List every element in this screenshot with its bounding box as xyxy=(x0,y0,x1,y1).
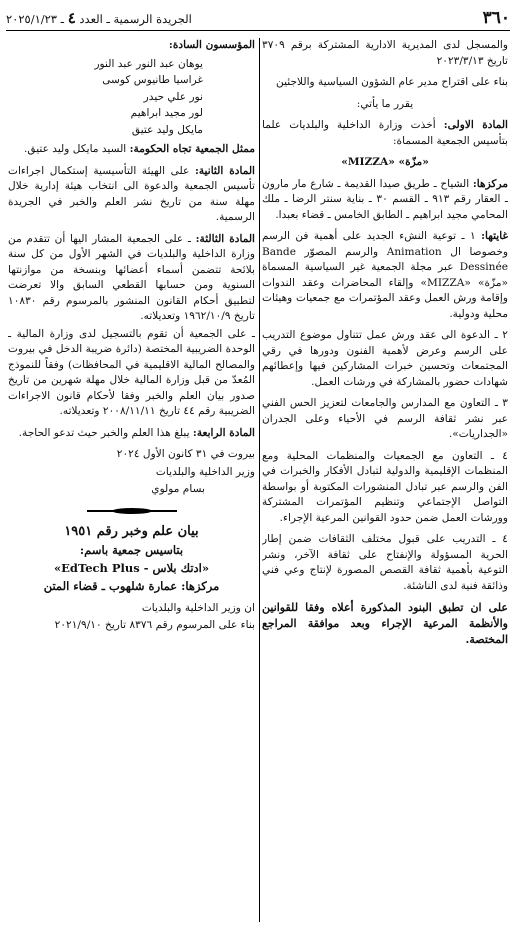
founder-item: لور مجيد ابراهيم xyxy=(130,107,203,119)
goal-3: ٣ ـ التعاون مع المدارس والجامعات لتعزيز الحس الفني عبر نشر ثقافة الرسم في الأحياء وعلى الجدران «الجداريات». xyxy=(262,397,508,440)
founder-item: مايكل وليد عتيق xyxy=(131,123,203,136)
notice-decree: بناء على المرسوم رقم ٨٣٧٦ تاريخ ٢٠٢١/٩/١٠ xyxy=(54,619,255,631)
gazette-name: الجريدة الرسمية ـ العدد xyxy=(79,11,192,26)
proposal-text: بناء على اقتراح مدير عام الشؤون السياسية واللاجئين xyxy=(276,76,508,88)
representative-label: ممثل الجمعية تجاه الحكومة: xyxy=(129,143,255,155)
goal-4: ٤ ـ التعاون مع الجمعيات والمنظمات المحلية ومع المنظمات الإقليمية والدولية لتبادل الأفكار والخبرات في الفن والرسم عبر تبادل المنشورات المكتوبة أو بواسطة التواصل الإجتماعي وتنظيم المؤتمرات المشتركة وورشات العمل ضمن حدود القوانين المرعية الإجراء. xyxy=(262,449,508,524)
article-3-label: المادة الثالثة: xyxy=(195,232,255,245)
goal-5: ٤ ـ التدريب على قبول مختلف الثقافات ضمن إطار الحرية المسؤولة والإنفتاح على ثقافة الآخر، ونشر التوعية بأهمية ثقافة القصص المصورة لإنتاج وعي فني وذائقة فنية لدى الناشئة. xyxy=(262,533,508,592)
headquarters-label: مركزها: xyxy=(472,177,508,190)
goal-1 xyxy=(262,229,508,322)
notice-intro: ان وزير الداخلية والبلديات xyxy=(141,601,255,614)
article-2-label: المادة الثانية: xyxy=(194,164,255,177)
intro-text: والمسجل لدى المديرية الادارية المشتركة برقم ٣٧٠٩ تاريخ ٢٠٢٣/٣/١٣ xyxy=(262,39,508,67)
final-clause: على ان تطبق البنود المذكورة أعلاه وفقا للقوانين والأنظمة المرعية الإجراء وبعد موافقة المراجع المختصة. xyxy=(262,601,508,646)
founder-item: يوهان عبد النور عبد النور xyxy=(94,57,203,70)
founders-list xyxy=(8,56,255,139)
notice-subtitle: بتاسيس جمعية باسم: xyxy=(79,542,184,557)
article-1 xyxy=(262,118,508,149)
issue-date: ـ ٢٠٢٥/١/٢٣ xyxy=(6,11,65,26)
page-number: ٣٦٠ xyxy=(482,7,510,28)
representative-text: السيد مايكل وليد عتيق. xyxy=(24,143,127,155)
right-column xyxy=(262,38,508,922)
article-1-text: أخذت وزارة الداخلية والبلديات علما بتأسيس الجمعية المسماة: xyxy=(262,119,508,147)
goals-label: غايتها: xyxy=(481,230,508,242)
page-header xyxy=(6,6,510,31)
article-4-label: المادة الرابعة: xyxy=(192,426,255,439)
government-representative xyxy=(8,142,255,158)
article-3-text: ـ على الجمعية المشار اليها أن تتقدم من وزارة الداخلية والبلديات في الشهر الأول من كل سنة بلائحة تتضمن أسماء أعضائها وبنسخة من موازنتها السنوية ومن حسابها القطعي السابق والا تعرضت لتطبيق أحكام القانون المنشور بالمرسوم رقم ١٠٨٣٠ تاريخ ١٩٦٢/١٠/٩ وتعديلاته. xyxy=(8,232,255,322)
notice-association-name: «ادتك بلاس - EdTech Plus» xyxy=(53,560,210,575)
article-1-label: المادة الاولى: xyxy=(443,119,508,131)
minister-title: وزير الداخلية والبلديات xyxy=(155,465,255,478)
article-2-text: على الهيئة التأسيسية إستكمال اجراءات تأسيس الجمعية والدعوة الى انتخاب هيئة إدارية خلال مهلة سنة من تاريخ نشر العلم والخبر في الجريدة الرسمية. xyxy=(8,164,255,223)
column-divider xyxy=(259,38,260,922)
section-separator xyxy=(87,508,177,514)
article-3 xyxy=(8,232,255,325)
goal-1-text: ١ ـ توعية النشء الجديد على أهمية فن الرسم وخصوصا ال Animation والرسم المصوّر Bande Dessinée عبر مجلة الجمعية غير السياسية المسماة «مزّة» «MIZZA» وإلقاء المحاضرات وعقد الندوات وإقامة ورش العمل وعقد المؤتمرات مع جمعيات وهيئات محلية ودولية. xyxy=(262,230,508,320)
notice-headquarters: مركزها: عمارة شلهوب ـ قضاء المتن xyxy=(43,578,220,593)
left-column xyxy=(8,38,255,922)
founder-item: نور علي حيدر xyxy=(143,90,203,103)
article-3-tax: ـ على الجمعية أن تقوم بالتسجيل لدى وزارة المالية ـ الوحدة الضريبية المختصة (دائرة ضريبة الدخل في بيروت والمصالح المالية الاقليمية في المحافظات) وفقاً للنموذج المُعدّ من قبل وزارة المالية خلال مهلة شهرين من تاريخ صدور بيان العلم والخبر وفقا لأحكام قانون الاجراءات الضريبية رقم ٤٤ تاريخ ٢٠٠٨/١١/١١ وتعديلاته. xyxy=(8,327,255,417)
goal-2: ٢ ـ الدعوة الى عقد ورش عمل تتناول موضوع التدريب على الرسم وعرض لأهمية الفنون ودورها في رقي المجتمعات وتحسين خبرات المشاركين فيها وإعطائهم شهادات حضور بالمشاركة في ورشات العمل. xyxy=(262,329,508,388)
place-date: بيروت في ٣١ كانون الأول ٢٠٢٤ xyxy=(116,448,255,460)
founder-item: غراسيا طانيوس كوسى xyxy=(102,74,203,86)
headquarters xyxy=(262,177,508,224)
issue-number: ٤ xyxy=(67,8,76,27)
headquarters-text: الشياح ـ طريق صيدا القديمة ـ شارع مار مارون ـ العقار رقم ٩١٣ ـ القسم ٣٠ ـ بناية سنتر الرضا ـ ملك المحامي مجيد ابراهيم ـ الطابق الخامس ـ قضاء بعبدا. xyxy=(262,177,508,221)
article-2 xyxy=(8,164,255,226)
founders-label: المؤسسون السادة: xyxy=(168,39,255,51)
notice-title: بيان علم وخبر رقم ١٩٥١ xyxy=(64,523,199,539)
decides-text: يقرر ما يأتي: xyxy=(356,97,414,110)
article-4 xyxy=(8,426,255,442)
header-title xyxy=(6,8,192,27)
association-name: «مزّة» «MIZZA» xyxy=(341,156,429,168)
article-4-text: يبلغ هذا العلم والخبر حيث تدعو الحاجة. xyxy=(18,426,190,439)
minister-name: بسام مولوي xyxy=(151,483,205,495)
